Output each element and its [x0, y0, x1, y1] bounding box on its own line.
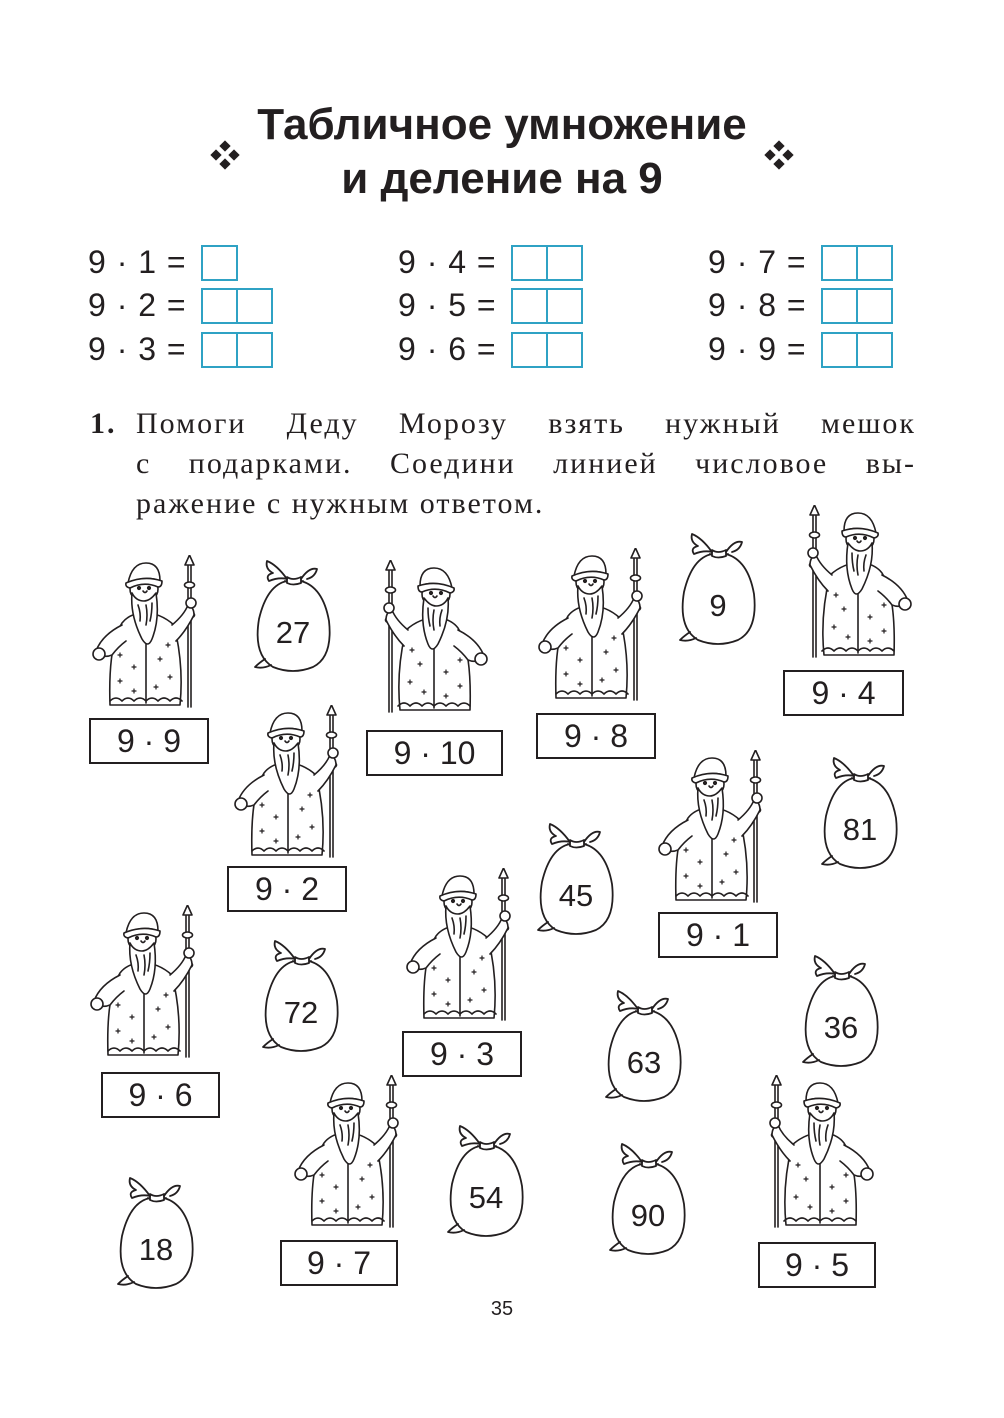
answer-cell[interactable]	[858, 288, 893, 324]
table-expression: 9 · 4 =	[398, 243, 497, 280]
gift-sack[interactable]	[672, 528, 764, 648]
answer-box[interactable]	[821, 245, 893, 279]
answer-box[interactable]	[821, 288, 893, 322]
task-number: 1.	[90, 407, 117, 440]
answer-cell[interactable]	[548, 288, 583, 324]
table-expression: 9 · 6 =	[398, 330, 497, 367]
table-row	[708, 242, 893, 282]
ded-moroz-icon	[88, 555, 208, 715]
answer-box[interactable]	[821, 332, 893, 366]
table-row	[398, 285, 583, 325]
answer-cell[interactable]	[821, 245, 858, 281]
task-line: ражение с нужным ответом.	[136, 487, 545, 520]
sack-answer: 81	[842, 812, 878, 847]
gift-sack[interactable]	[602, 1138, 694, 1258]
page-title-line-2: и деление на 9	[341, 154, 663, 203]
table-row	[398, 329, 583, 369]
ded-moroz-icon	[758, 1075, 878, 1235]
ded-moroz-icon	[86, 905, 206, 1065]
ded-moroz-icon	[402, 868, 522, 1028]
expression-box[interactable]: 9 · 1	[658, 912, 778, 958]
answer-box[interactable]	[511, 288, 583, 322]
gift-sack[interactable]	[795, 950, 887, 1070]
table-row	[88, 285, 273, 325]
ded-moroz-icon	[230, 705, 350, 865]
task-line: Помоги Деду Морозу взять нужный мешок	[136, 407, 916, 440]
table-row	[708, 285, 893, 325]
expression-box[interactable]: 9 · 7	[280, 1240, 398, 1286]
gift-sack[interactable]	[598, 985, 690, 1105]
answer-box[interactable]	[511, 332, 583, 366]
sack-answer: 9	[709, 588, 727, 623]
expression-box[interactable]: 9 · 6	[101, 1072, 220, 1118]
sack-answer: 90	[630, 1198, 666, 1233]
sack-answer: 18	[138, 1232, 174, 1267]
gift-sack[interactable]	[255, 935, 347, 1055]
sack-answer: 63	[626, 1045, 662, 1080]
sack-answer: 54	[468, 1180, 504, 1215]
page-number: 35	[490, 1298, 514, 1320]
expression-box[interactable]: 9 · 5	[758, 1242, 876, 1288]
table-expression: 9 · 5 =	[398, 286, 497, 323]
answer-cell[interactable]	[511, 332, 548, 368]
ded-moroz-icon	[290, 1075, 410, 1235]
gift-sack[interactable]	[110, 1172, 202, 1292]
table-row	[88, 329, 273, 369]
ded-moroz-icon	[534, 548, 654, 708]
answer-cell[interactable]	[201, 245, 238, 281]
answer-cell[interactable]	[201, 288, 238, 324]
expression-box[interactable]: 9 · 2	[227, 866, 347, 912]
table-row	[398, 242, 583, 282]
gift-sack[interactable]	[247, 555, 339, 675]
ded-moroz-icon	[372, 560, 492, 720]
answer-cell[interactable]	[821, 332, 858, 368]
gift-sack[interactable]	[814, 752, 906, 872]
ded-moroz-icon	[654, 750, 774, 910]
expression-box[interactable]: 9 · 4	[783, 670, 904, 716]
expression-box[interactable]: 9 · 8	[536, 713, 656, 759]
answer-box[interactable]	[201, 332, 273, 366]
answer-cell[interactable]	[238, 288, 273, 324]
sack-answer: 36	[823, 1010, 859, 1045]
answer-box[interactable]	[201, 245, 238, 279]
gift-sack[interactable]	[440, 1120, 532, 1240]
expression-box[interactable]: 9 · 10	[366, 730, 503, 776]
table-expression: 9 · 7 =	[708, 243, 807, 280]
diamond-ornament-icon	[764, 140, 794, 170]
answer-cell[interactable]	[548, 245, 583, 281]
table-expression: 9 · 1 =	[88, 243, 187, 280]
ded-moroz-icon	[796, 505, 916, 665]
expression-box[interactable]: 9 · 9	[89, 718, 209, 764]
table-expression: 9 · 2 =	[88, 286, 187, 323]
answer-cell[interactable]	[858, 332, 893, 368]
expression-box[interactable]: 9 · 3	[402, 1031, 522, 1077]
sack-answer: 72	[283, 995, 319, 1030]
table-expression: 9 · 8 =	[708, 286, 807, 323]
answer-cell[interactable]	[858, 245, 893, 281]
answer-box[interactable]	[201, 288, 273, 322]
sack-answer: 27	[275, 615, 311, 650]
answer-cell[interactable]	[821, 288, 858, 324]
sack-answer: 45	[558, 878, 594, 913]
table-expression: 9 · 3 =	[88, 330, 187, 367]
table-expression: 9 · 9 =	[708, 330, 807, 367]
answer-cell[interactable]	[511, 245, 548, 281]
table-row	[88, 242, 238, 282]
task-line: с подарками. Соедини линией числовое вы-	[136, 447, 916, 480]
answer-cell[interactable]	[238, 332, 273, 368]
gift-sack[interactable]	[530, 818, 622, 938]
answer-cell[interactable]	[201, 332, 238, 368]
answer-cell[interactable]	[548, 332, 583, 368]
answer-box[interactable]	[511, 245, 583, 279]
table-row	[708, 329, 893, 369]
diamond-ornament-icon	[210, 140, 240, 170]
answer-cell[interactable]	[511, 288, 548, 324]
page-title-line-1: Табличное умножение	[257, 100, 747, 149]
